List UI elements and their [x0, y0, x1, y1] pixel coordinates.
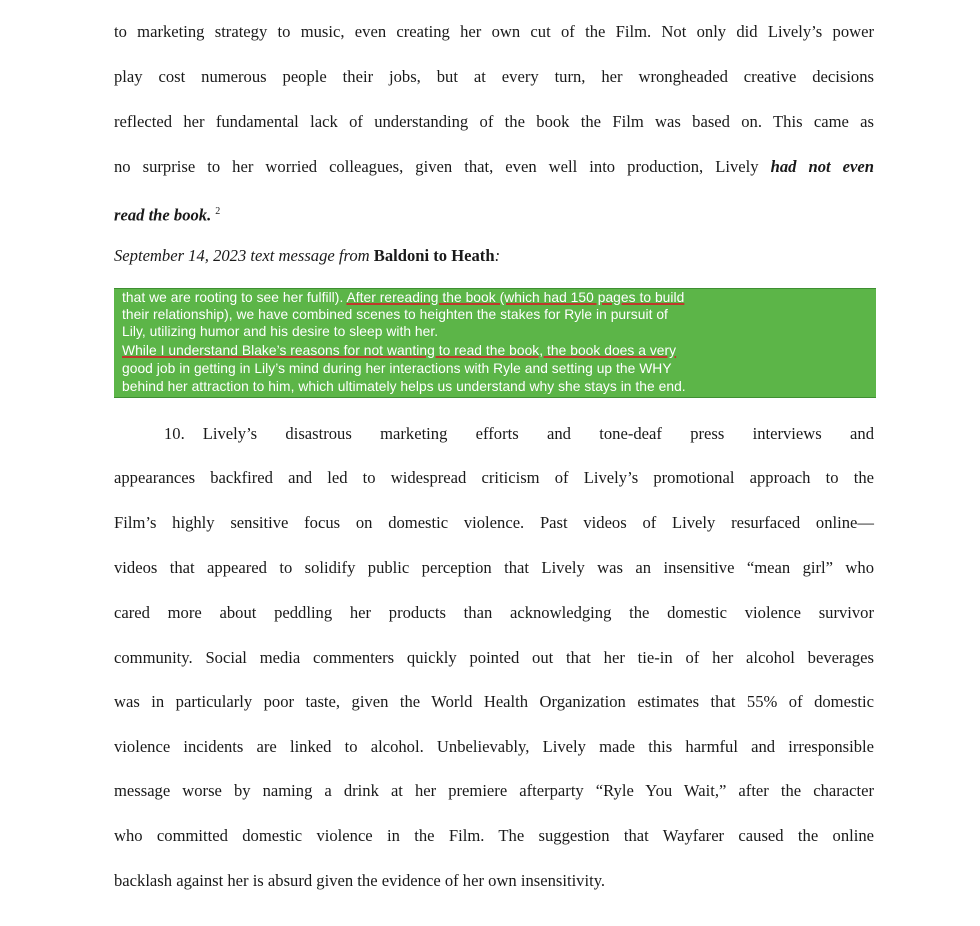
- message-line-3: Lily, utilizing humor and his desire to sleep with her.: [122, 324, 439, 339]
- paragraph-number: 10.: [164, 424, 185, 443]
- caption-prefix: September 14, 2023 text message from: [114, 246, 370, 265]
- paragraph-line-3: Film’s highly sensitive focus on domestic violence. Past videos of Lively resurfaced online—: [114, 513, 874, 532]
- highlighted-text-message: [114, 288, 876, 398]
- message-line-5: good job in getting in Lily’s mind during her interactions with Ryle and setting up the WHY: [122, 361, 672, 376]
- paragraph-line-9: message worse by naming a drink at her premiere afterparty “Ryle You Wait,” after the character: [114, 781, 874, 800]
- intro-line-3: reflected her fundamental lack of understanding of the book the Film was based on. This came as: [114, 112, 874, 131]
- caption-bold: Baldoni to Heath: [373, 246, 495, 265]
- intro-line-1: to marketing strategy to music, even creating her own cut of the Film. Not only did Lively’s power: [114, 22, 874, 41]
- text-message-caption: [114, 246, 500, 266]
- paragraph-line-5: cared more about peddling her products than acknowledging the domestic violence survivor: [114, 603, 874, 622]
- paragraph-line-11: backlash against her is absurd given the evidence of her own insensitivity.: [114, 871, 606, 890]
- message-line-1b: After rereading the book (which had 150 pages to build: [346, 290, 685, 305]
- intro-line-4: [114, 157, 874, 177]
- footnote-ref: 2: [215, 206, 221, 217]
- intro-line-4-text: no surprise to her worried colleagues, given that, even well into production, Lively: [114, 157, 759, 176]
- message-line-6: behind her attraction to him, which ultimately helps us understand why she stays in the end.: [122, 379, 686, 394]
- paragraph-line-2: appearances backfired and led to widespread criticism of Lively’s promotional approach to the: [114, 468, 874, 487]
- paragraph-line-1: [114, 424, 874, 444]
- message-line-4: While I understand Blake’s reasons for not wanting to read the book, the book does a very: [122, 343, 677, 358]
- paragraph-line-6: community. Social media commenters quickly pointed out that her tie-in of her alcohol beverages: [114, 648, 874, 667]
- paragraph-line-4: videos that appeared to solidify public perception that Lively was an insensitive “mean girl” who: [114, 558, 874, 577]
- message-line-2: their relationship), we have combined scenes to heighten the stakes for Ryle in pursuit of: [122, 307, 668, 322]
- message-line-1: [122, 290, 868, 305]
- paragraph-line-8: violence incidents are linked to alcohol. Unbelievably, Lively made this harmful and irresponsible: [114, 737, 874, 756]
- intro-emphasis-1: had not even: [770, 157, 875, 176]
- paragraph-line-1-text: Lively’s disastrous marketing efforts and tone-deaf press interviews and: [202, 424, 874, 443]
- paragraph-line-7: was in particularly poor taste, given the World Health Organization estimates that 55% of domestic: [114, 692, 874, 711]
- caption-suffix: :: [494, 246, 501, 265]
- intro-line-5: [114, 202, 874, 226]
- paragraph-line-10: who committed domestic violence in the Film. The suggestion that Wayfarer caused the online: [114, 826, 874, 845]
- message-line-1a: that we are rooting to see her fulfill).: [122, 290, 344, 305]
- intro-line-2: play cost numerous people their jobs, but at every turn, her wrongheaded creative decisions: [114, 67, 874, 86]
- intro-emphasis-2: read the book.: [114, 205, 212, 225]
